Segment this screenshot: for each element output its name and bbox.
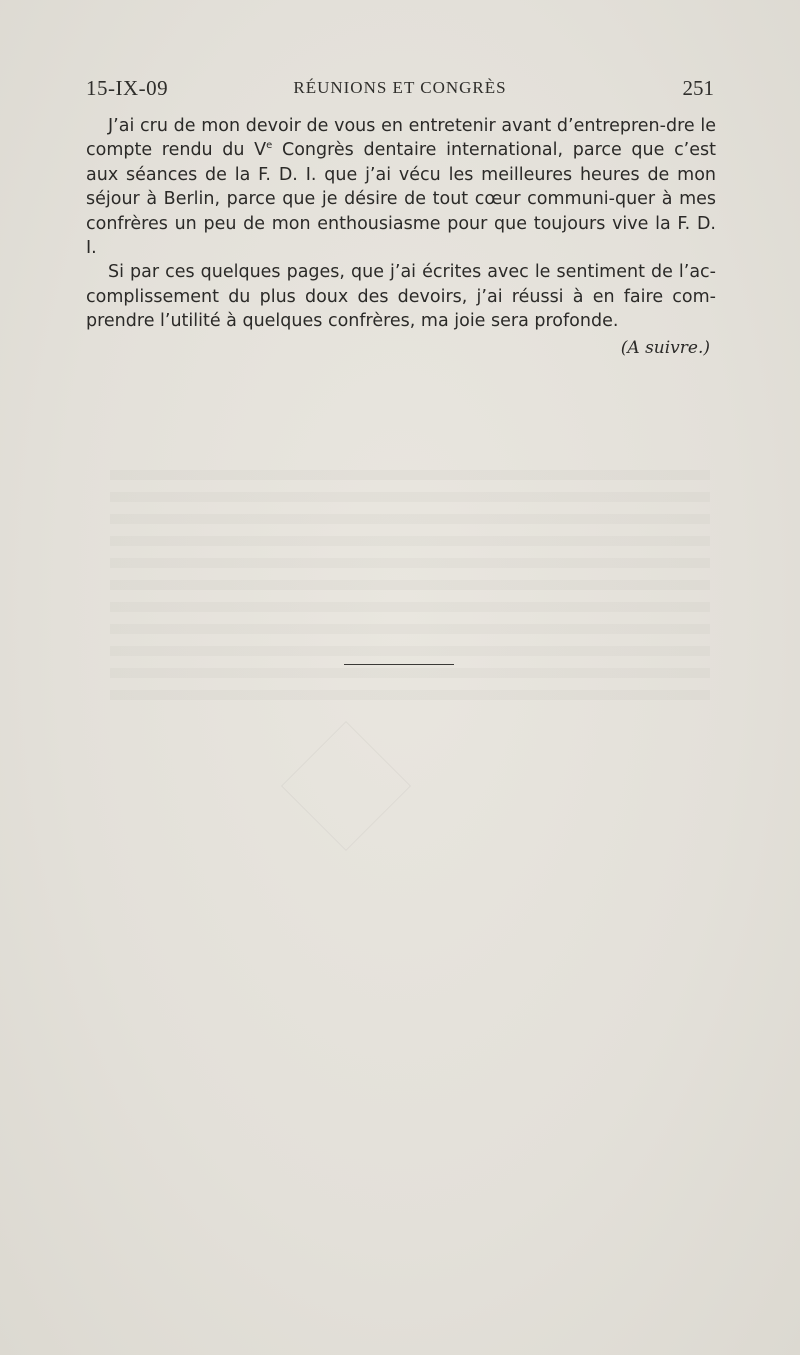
- issue-date: 15-IX-09: [86, 76, 169, 100]
- body-text: [86, 114, 716, 334]
- paragraph-1: [86, 114, 716, 260]
- show-through-texture: [110, 470, 710, 710]
- paragraph-1-text-b: Congrès dentaire international, parce que c’est aux séances de la F. D. I. que j’ai vécu les meilleures heures de mon séjour à Berlin, parce que je désire de tout cœur communi-quer à mes confrères un peu de mon enthousiasme pour que toujours vive la F. D. I.: [86, 140, 716, 259]
- paragraph-1-text-a: J’ai cru de mon devoir de vous en entretenir avant d’entrepren-dre le compte rendu du V: [86, 116, 716, 161]
- continuation-note: (A suivre.): [620, 338, 710, 358]
- section-title: RÉUNIONS ET CONGRÈS: [293, 78, 507, 97]
- superscript-e: e: [266, 140, 273, 152]
- paragraph-2: Si par ces quelques pages, que j’ai écrites avec le sentiment de l’ac-complissement du plus doux des devoirs, j’ai réussi à en faire com-prendre l’utilité à quelques confrères, ma joie sera profonde.: [86, 262, 716, 332]
- running-head: [86, 76, 714, 106]
- page-number: 251: [682, 76, 714, 100]
- show-through-shape: [281, 721, 411, 851]
